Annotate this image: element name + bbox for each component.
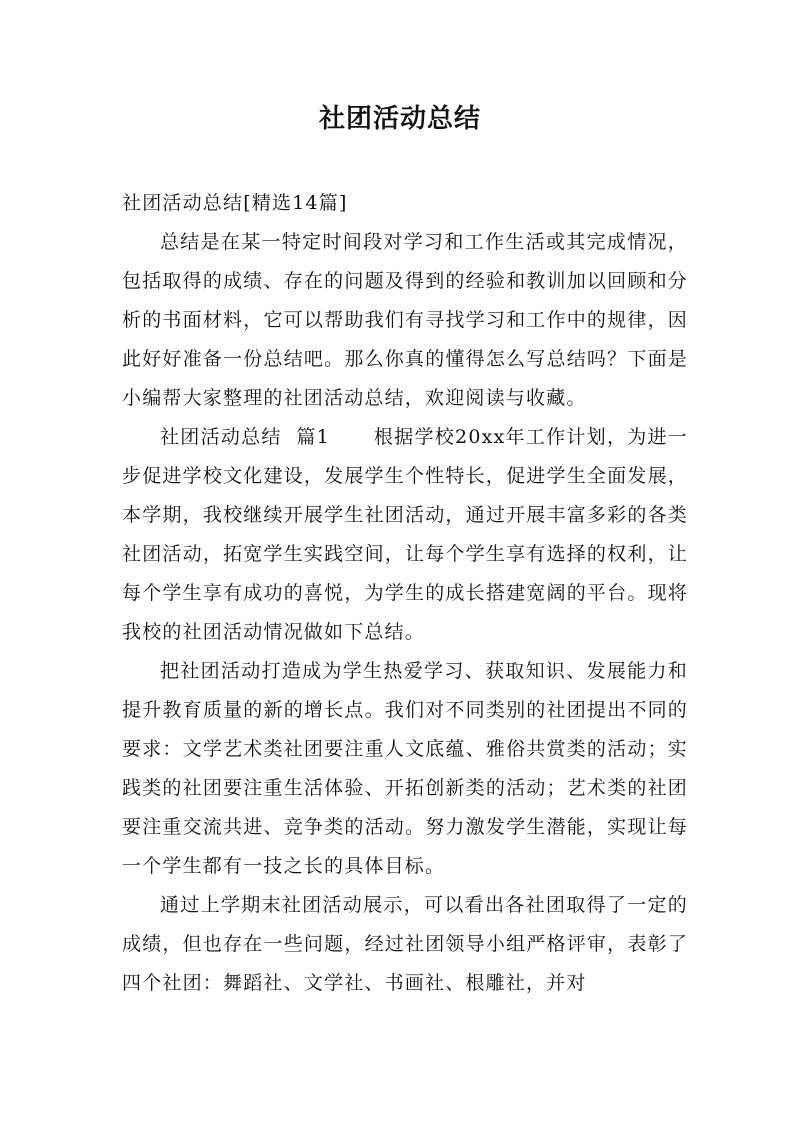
- document-body: [122, 184, 688, 1003]
- section-1-text: 根据学校20xx年工作计划，为进一步促进学校文化建设，发展学生个性特长，促进学生全面发展，本学期，我校继续开展学生社团活动，通过开展丰富多彩的各类社团活动，拓宽学生实践空间，让每个学生享有选择的权利，让每个学生享有成功的喜悦，为学生的成长搭建宽阔的平台。现将我校的社团活动情况做如下总结。: [122, 426, 689, 643]
- intro-paragraph: 总结是在某一特定时间段对学习和工作生活或其完成情况，包括取得的成绩、存在的问题及得到的经验和教训加以回顾和分析的书面材料，它可以帮助我们有寻找学习和工作中的规律，因此好好准备一份总结吧。那么你真的懂得怎么写总结吗？下面是小编帮大家整理的社团活动总结，欢迎阅读与收藏。: [122, 231, 688, 409]
- page-title: 社团活动总结: [318, 104, 481, 134]
- document-subtitle: 社团活动总结[精选14篇]: [122, 192, 348, 214]
- body-paragraph-2: 把社团活动打造成为学生热爱学习、获取知识、发展能力和提升教育质量的新的增长点。我们对不同类别的社团提出不同的要求：文学艺术类社团要注重人文底蕴、雅俗共赏类的活动；实践类的社团要注重生活体验、开拓创新类的活动；艺术类的社团要注重交流共进、竞争类的活动。努力激发学生潜能，实现让每一个学生都有一技之长的具体目标。: [122, 660, 688, 877]
- body-paragraph-3: 通过上学期末社团活动展示，可以看出各社团取得了一定的成绩，但也存在一些问题，经过社团领导小组严格评审，表彰了四个社团：舞蹈社、文学社、书画社、根雕社，并对: [122, 894, 688, 994]
- section-1-heading: 社团活动总结 篇1: [160, 426, 330, 448]
- section-1-paragraph: [122, 418, 688, 652]
